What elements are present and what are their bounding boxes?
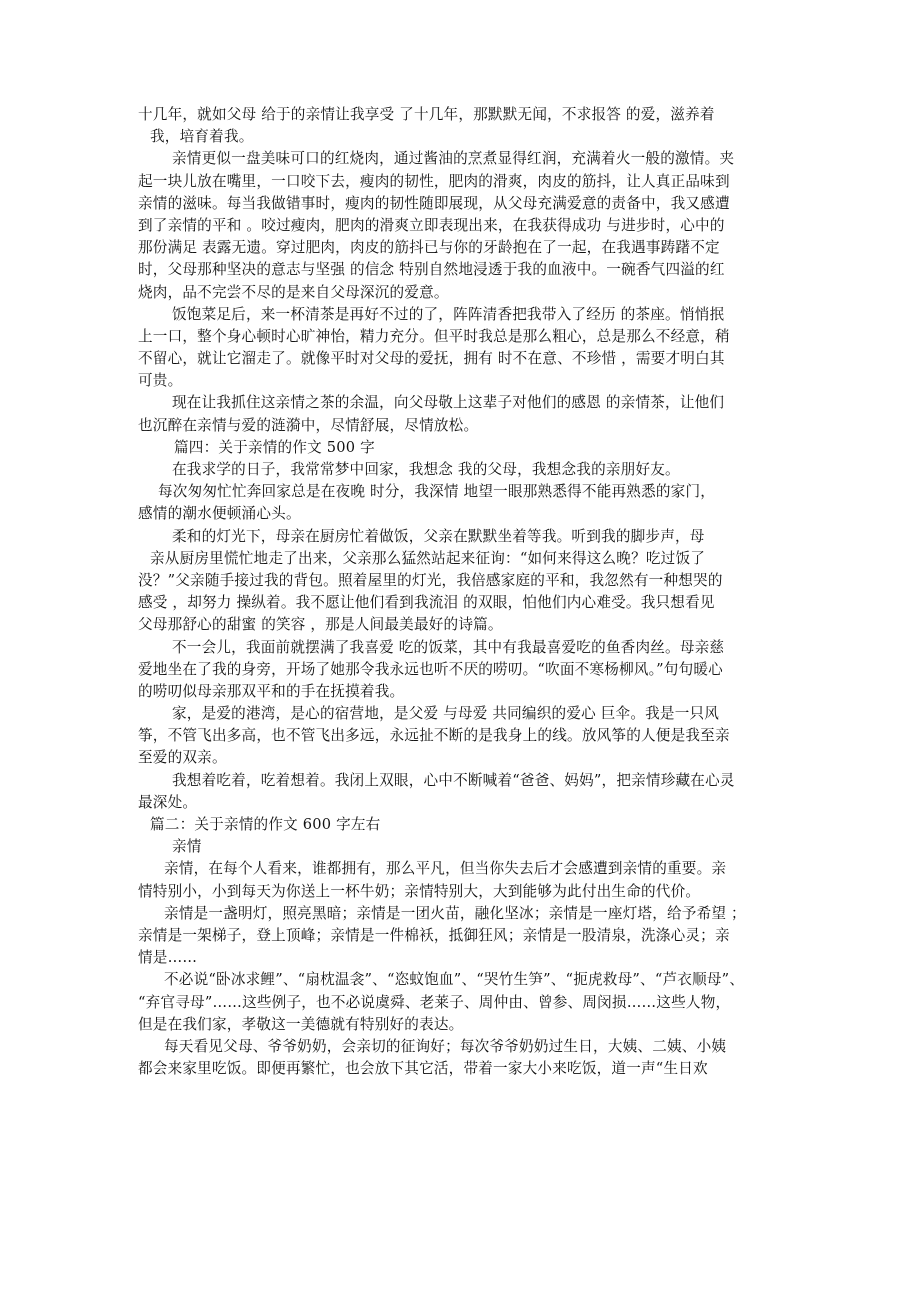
text-line: 到了亲情的平和 。咬过瘦肉，肥肉的滑爽立即表现出来，在我获得成功 与进步时，心中的: [138, 216, 725, 234]
text-line: 父母那舒心的甜蜜 的笑容 ，那是人间最美最好的诗篇。: [138, 616, 503, 634]
text-line: 烧肉，品不完尝不尽的是来自父母深沉的爱意。: [138, 283, 449, 301]
text-line: 不必说“卧冰求鲤”、“扇枕温衾”、“恣蚊饱血”、“哭竹生笋”、“扼虎救母”、“芦衣顺母”、: [164, 971, 745, 989]
text-line: 上一口，整个身心顿时心旷神怡，精力充分。但平时我总是那么粗心，总是那么不经意，稍: [138, 327, 730, 345]
text-line: 家，是爱的港湾，是心的宿营地，是父爱 与母爱 共同编织的爱心 巨伞。我是一只风: [172, 705, 720, 723]
text-line: 但是在我们家，孝敬这一美德就有特别好的表达。: [138, 1015, 464, 1033]
text-line: 不一会儿，我面前就摆满了我喜爱 吃的饭菜，其中有我最喜爱吃的鱼香肉丝。母亲慈: [172, 638, 725, 656]
text-line: 柔和的灯光下，母亲在厨房忙着做饭，父亲在默默坐着等我。听到我的脚步声，母: [172, 527, 705, 545]
text-line: 也沉醉在亲情与爱的涟漪中，尽情舒展，尽情放松。: [138, 416, 479, 434]
text-line: 没？”父亲随手接过我的背包。照着屋里的灯光，我倍感家庭的平和，我忽然有一种想哭的: [138, 571, 723, 589]
text-line: 亲情，在每个人看来，谁都拥有，那么平凡，但当你失去后才会感遭到亲情的重要。亲: [164, 860, 727, 878]
text-line: 爱地坐在了我的身旁，开场了她那令我永远也听不厌的唠叨。“吹面不寒杨柳风。”句句暖心: [138, 660, 723, 678]
text-line: 可贵。: [138, 372, 183, 390]
text-line: 每天看见父母、爷爷奶奶，会亲切的征询好；每次爷爷奶奶过生日，大姨、二姨、小姨: [164, 1037, 727, 1055]
text-line: 我，培育着我。: [150, 128, 254, 146]
text-line: 的唠叨似母亲那双平和的手在抚摸着我。: [138, 682, 405, 700]
text-line: 每次匆匆忙忙奔回家总是在夜晚 时分，我深情 地望一眼那熟悉得不能再熟悉的家门，: [158, 483, 716, 501]
text-line: 感受 ，却努力 操纵着。我不愿让他们看到我流泪 的双眼，怕他们内心难受。我只想看见: [138, 594, 715, 612]
text-line: 十几年，就如父母 给于的亲情让我享受 了十几年，那默默无闻，不求报答 的爱，滋养着: [138, 106, 715, 123]
text-line: 篇四：关于亲情的作文 500 字: [174, 438, 375, 456]
text-line: 情特别小，小到每天为你送上一杯牛奶；亲情特别大，大到能够为此付出生命的代价。: [138, 882, 701, 900]
text-line: 饭饱菜足后，来一杯清茶是再好不过的了，阵阵清香把我带入了经历 的茶座。悄悄抿: [172, 305, 725, 323]
text-line: 起一块儿放在嘴里，一口咬下去，瘦肉的韧性，肥肉的滑爽，肉皮的筋抖，让人真正品味到: [138, 172, 730, 190]
text-line: 亲情是一架梯子，登上顶峰；亲情是一件棉袄，抵御狂风；亲情是一股清泉，洗涤心灵；亲: [138, 926, 730, 944]
text-line: 时，父母那种坚决的意志与坚强 的信念 特别自然地浸透于我的血液中。一碗香气四溢的红: [138, 261, 725, 279]
text-line: 感情的潮水便顿涌心头。: [138, 505, 301, 523]
text-line: 不留心，就让它溜走了。就像平时对父母的爱抚，拥有 时不在意、不珍惜 ，需要才明白其: [138, 350, 725, 368]
text-line: 那份满足 表露无遗。穿过肥肉，肉皮的筋抖已与你的牙龄抱在了一起，在我遇事踌躇不定: [138, 239, 720, 257]
text-line: 篇二：关于亲情的作文 600 字左右: [150, 816, 381, 833]
document-body: [138, 104, 788, 1080]
text-line: 我想着吃着，吃着想着。我闭上双眼，心中不断喊着“爸爸、妈妈”，把亲情珍藏在心灵: [172, 771, 735, 789]
text-line: 亲情是一盏明灯，照亮黑暗；亲情是一团火苗，融化坚冰；亲情是一座灯塔，给予希望 ；: [164, 904, 746, 922]
text-line: 在我求学的日子，我常常梦中回家，我想念 我的父母，我想念我的亲朋好友。: [172, 461, 680, 478]
text-line: 亲从厨房里慌忙地走了出来，父亲那么猛然站起来征询：“如何来得这么晚？吃过饭了: [150, 549, 706, 567]
text-line: 情是……: [138, 949, 198, 967]
text-line: 现在让我抓住这亲情之茶的余温，向父母敬上这辈子对他们的感恩 的亲情茶，让他们: [172, 394, 725, 412]
text-line: 亲情: [172, 838, 202, 856]
text-line: 筝，不管飞出多高，也不管飞出多远，永远扯不断的是我身上的线。放风筝的人便是我至亲: [138, 727, 730, 745]
text-line: 亲情更似一盘美味可口的红烧肉，通过酱油的烹煮显得红润，充满着火一般的激情。夹: [172, 150, 735, 168]
text-line: 亲情的滋味。每当我做错事时，瘦肉的韧性随即展现，从父母充满爱意的责备中，我又感遭: [138, 194, 730, 212]
text-line: “弃官寻母”……这些例子，也不必说虞舜、老莱子、周仲由、曾参、周闵损……这些人物，: [138, 993, 731, 1011]
text-line: 最深处。: [138, 793, 198, 811]
text-line: 至爱的双亲。: [138, 749, 227, 767]
text-line: 都会来家里吃饭。即便再繁忙，也会放下其它活，带着一家大小来吃饭，道一声“生日欢: [138, 1060, 708, 1078]
